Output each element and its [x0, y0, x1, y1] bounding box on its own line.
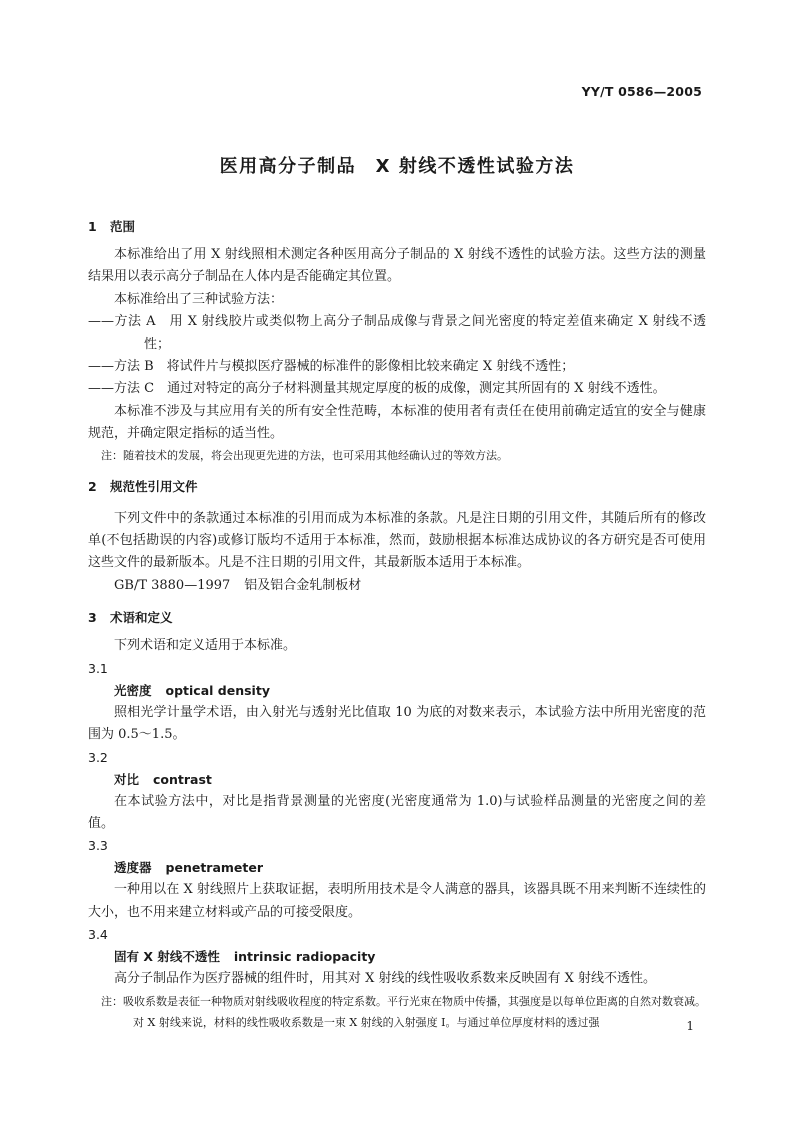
safety-paragraph: 本标准不涉及与其应用有关的所有安全性范畴，本标准的使用者有责任在使用前确定适宜的安全与健康规范，并确定限定指标的适当性。 — [88, 403, 706, 442]
term-heading — [88, 857, 706, 879]
term-zh: 对比 — [114, 771, 140, 787]
term-zh: 透度器 — [114, 860, 152, 876]
term-number: 3.2 — [88, 749, 108, 765]
section-number: 3 — [88, 610, 97, 626]
terms-intro: 下列术语和定义适用于本标准。 — [114, 638, 297, 654]
term-number: 3.4 — [88, 927, 108, 943]
reference-entry — [88, 575, 706, 597]
reference-code: GB/T 3880—1997 — [114, 577, 231, 593]
section-number: 2 — [88, 478, 97, 494]
term-heading — [88, 680, 706, 702]
page-number: 1 — [686, 1019, 694, 1033]
section-1-heading — [88, 216, 706, 238]
term-heading — [88, 769, 706, 791]
method-a-item: ——方法 A 用 X 射线胶片或类似物上高分子制品成像与背景之间光密度的特定差值来确定 X 射线不透性； — [88, 314, 706, 352]
document-body — [88, 216, 706, 1033]
normative-references-paragraph: 下列文件中的条款通过本标准的引用而成为本标准的条款。凡是注日期的引用文件，其随后所有的修改单(不包括勘误的内容)或修订版均不适用于本标准，然而，鼓励根据本标准达成协议的各方研究是否可使用这些文件的最新版本。凡是不注日期的引用文件，其最新版本适用于本标准。 — [88, 510, 706, 571]
term-en: optical density — [165, 682, 270, 698]
term-zh: 固有 X 射线不透性 — [114, 949, 220, 965]
reference-title: 铝及铝合金轧制板材 — [244, 577, 362, 593]
term-definition: 照相光学计量学术语，由入射光与透射光比值取 10 为底的对数来表示，本试验方法中所用光密度的范围为 0.5～1.5。 — [88, 704, 706, 743]
term-en: penetrameter — [165, 860, 264, 876]
method-c-item: ——方法 C 通过对特定的高分子材料测量其规定厚度的板的成像，测定其所固有的 X 射线不透性。 — [88, 381, 666, 397]
term-definition: 在本试验方法中，对比是指背景测量的光密度(光密度通常为 1.0)与试验样品测量的光密度之间的差值。 — [88, 793, 706, 831]
scope-note: 注：随着技术的发展，将会出现更先进的方法，也可采用其他经确认过的等效方法。 — [101, 448, 508, 462]
section-title: 范围 — [110, 219, 136, 234]
section-number: 1 — [88, 219, 97, 234]
standard-number: YY/T 0586—2005 — [581, 84, 702, 99]
methods-intro: 本标准给出了三种试验方法： — [114, 291, 284, 307]
term-heading — [88, 946, 706, 968]
term-zh: 光密度 — [114, 682, 152, 698]
section-3-heading — [88, 607, 706, 629]
term-note: 注：吸收系数是表征一种物质对射线吸收程度的特定系数。平行光束在物质中传播，其强度是以每单位距离的自然对数衰减。对 X 射线来说，材料的线性吸收系数是一束 X 射线的入射强度 I。与通过单位厚度材料的透过强 — [101, 994, 706, 1029]
term-definition: 高分子制品作为医疗器械的组件时，用其对 X 射线的线性吸收系数来反映固有 X 射线不透性。 — [114, 971, 657, 987]
term-number: 3.3 — [88, 838, 108, 854]
scope-paragraph: 本标准给出了用 X 射线照相术测定各种医用高分子制品的 X 射线不透性的试验方法。这些方法的测量结果用以表示高分子制品在人体内是否能确定其位置。 — [88, 247, 706, 285]
term-definition: 一种用以在 X 射线照片上获取证据，表明所用技术是令人满意的器具，该器具既不用来判断不连续性的大小，也不用来建立材料或产品的可接受限度。 — [88, 882, 706, 920]
section-2-heading — [88, 476, 706, 498]
document-title: 医用高分子制品 X 射线不透性试验方法 — [219, 156, 575, 177]
term-en: intrinsic radiopacity — [233, 949, 376, 965]
section-title: 规范性引用文件 — [110, 478, 198, 494]
section-title: 术语和定义 — [110, 610, 173, 626]
term-en: contrast — [153, 771, 212, 787]
term-number: 3.1 — [88, 660, 108, 676]
method-b-item: ——方法 B 将试件片与模拟医疗器械的标准件的影像相比较来确定 X 射线不透性； — [88, 359, 575, 375]
